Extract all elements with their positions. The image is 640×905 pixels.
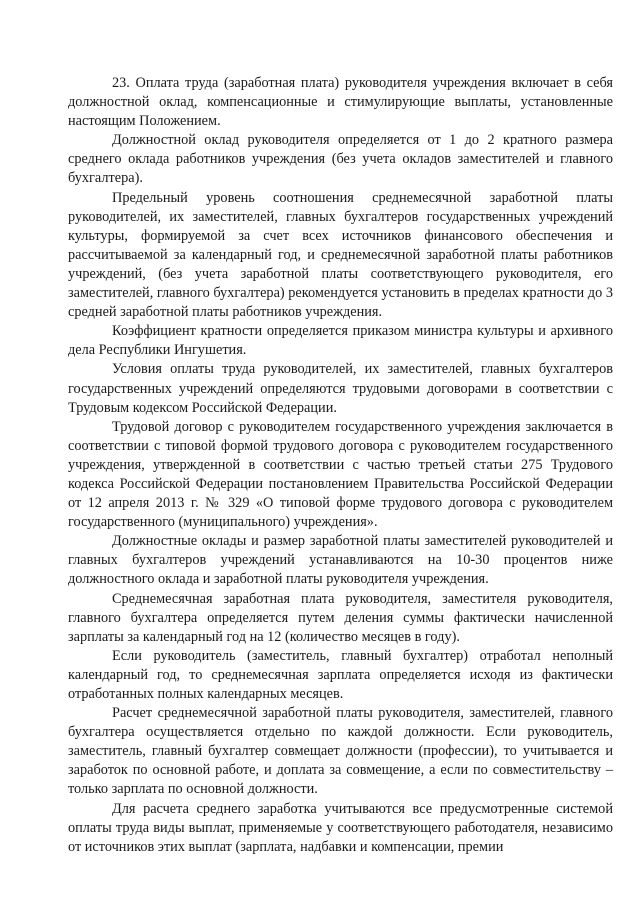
paragraph-labor-conditions: Условия оплаты труда руководителей, их заместителей, главных бухгалтеров государственных учреждений определяются трудовыми договорами в соответствии с Трудовым кодексом Российской Федерации. — [68, 361, 613, 416]
paragraph-per-position-calculation: Расчет среднемесячной заработной платы руководителя, заместителей, главного бухгалтера осуществляется отдельно по каждой должности. Если руководитель, заместитель, главный бухгалтер совмещает должности (профессии), то учитывается и заработок по основной работе, и доплата за совмещение, а если по совместительству – только зарплата по основной должности. — [68, 705, 613, 798]
paragraph-ratio-coefficient: Коэффициент кратности определяется приказом министра культуры и архивного дела Республики Ингушетия. — [68, 323, 613, 359]
paragraph-incomplete-year: Если руководитель (заместитель, главный бухгалтер) отработал неполный календарный год, то среднемесячная зарплата определяется исходя из фактически отработанных полных календарных месяцев. — [68, 647, 613, 702]
paragraph-official-salary: Должностной оклад руководителя определяется от 1 до 2 кратного размера среднего оклада работников учреждения (без учета окладов заместителей и главного бухгалтера). — [68, 132, 613, 187]
paragraph-deputy-salaries: Должностные оклады и размер заработной платы заместителей руководителей и главных бухгалтеров учреждений устанавливаются на 10-30 процентов ниже должностного оклада и заработной платы руководителя учреждения. — [68, 533, 613, 588]
document-body — [68, 74, 613, 857]
paragraph-labor-contract: Трудовой договор с руководителем государственного учреждения заключается в соответствии с типовой формой трудового договора с руководителем государственного учреждения, утвержденной в соответствии с частью третьей статьи 275 Трудового кодекса Российской Федерации постановлением Правительства Российской Федерации от 12 апреля 2013 г. № 329 «О типовой форме трудового договора с руководителем государственного (муниципального) учреждения». — [68, 418, 613, 531]
paragraph-salary-ratio-limit: Предельный уровень соотношения среднемесячной заработной платы руководителей, их заместителей, главных бухгалтеров государственных учреждений культуры, формируемой за счет всех источников финансового обеспечения и рассчитываемой за календарный год, и среднемесячной заработной платы работников учреждений, (без учета заработной платы соответствующего руководителя, его заместителей, главного бухгалтера) рекомендуется установить в пределах кратности до 3 средней заработной платы работников учреждения. — [68, 189, 613, 321]
paragraph-average-earnings-payments: Для расчета среднего заработка учитываются все предусмотренные системой оплаты труда виды выплат, применяемые у соответствующего работодателя, независимо от источников этих выплат (зарплата, надбавки и компенсации, премии — [68, 800, 613, 855]
paragraph-average-monthly-pay: Среднемесячная заработная плата руководителя, заместителя руководителя, главного бухгалтера определяется путем деления суммы фактически начисленной зарплаты за календарный год на 12 (количество месяцев в году). — [68, 590, 613, 645]
paragraph-director-pay: 23. Оплата труда (заработная плата) руководителя учреждения включает в себя должностной оклад, компенсационные и стимулирующие выплаты, установленные настоящим Положением. — [68, 75, 613, 130]
